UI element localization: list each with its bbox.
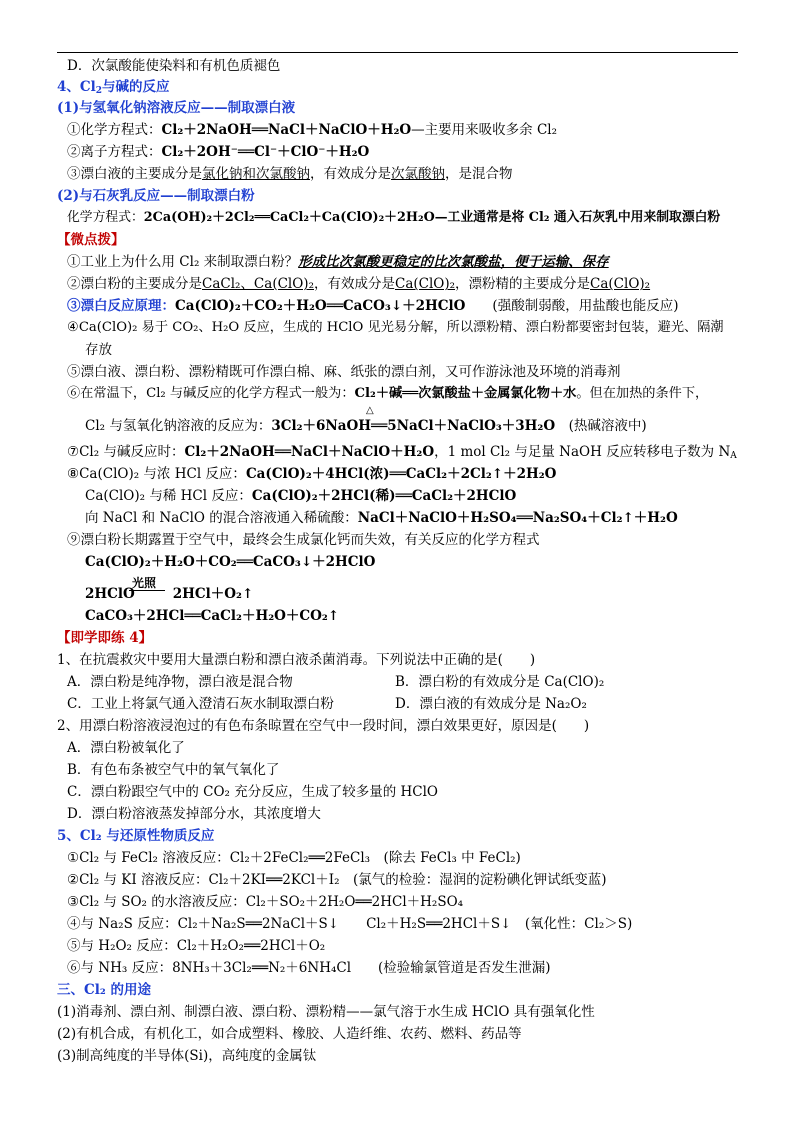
sec5-r6: ⑥与 NH₃ 反应：8NH₃＋3Cl₂══N₂＋6NH₄Cl (检验输氯管道是否发生泄漏) (67, 960, 551, 976)
q2-option-b: B．有色布条被空气中的氧气氧化了 (67, 762, 280, 778)
use-2: (2)有机合成，有机化工，如合成塑料、橡胶、人造纤维、农药、燃料、药品等 (57, 1026, 522, 1042)
sub1-title: (1)与氢氧化钠溶液反应——制取漂白液 (57, 100, 296, 116)
section-4-title-a: 4、Cl (57, 79, 96, 95)
sub1-line3-mid: ，有效成分是 (310, 166, 391, 182)
tip-6b-post: (热碱溶液中) (568, 418, 647, 434)
header-rule (57, 52, 738, 53)
tip-2 (67, 274, 650, 294)
q1-option-d: D．漂白液的有效成分是 Na₂O₂ (395, 696, 587, 712)
tip-2-u2: Ca(ClO)₂ (394, 276, 456, 292)
tip-9-eq2-a: 2HClO (85, 586, 135, 602)
tip-9-eq3: CaCO₃＋2HCl══CaCl₂＋H₂O＋CO₂↑ (85, 608, 340, 624)
tip-6b-pre: Cl₂ 与氢氧化钠溶液的反应为： (85, 418, 272, 434)
q1-option-b: B．漂白粉的有效成分是 Ca(ClO)₂ (395, 674, 605, 690)
section-3-title: 三、Cl₂ 的用途 (57, 982, 151, 998)
tip-3 (67, 296, 678, 316)
tip-3-label: ③漂白反应原理： (67, 298, 175, 314)
section-5-title: 5、Cl₂ 与还原性物质反应 (57, 828, 215, 844)
sec5-r2: ②Cl₂ 与 KI 溶液反应：Cl₂＋2KI══2KCl＋I₂ (氯气的检验：湿润的淀粉碘化钾试纸变蓝) (67, 872, 607, 888)
sub1-line1-eq: Cl₂＋2NaOH══NaCl＋NaClO＋H₂O (161, 122, 412, 138)
prev-option-d: D．次氯酸能使染料和有机色质褪色 (67, 58, 281, 74)
tip-8a-pre: ⑧Ca(ClO)₂ 与浓 HCl 反应： (67, 466, 246, 482)
sec5-r3: ③Cl₂ 与 SO₂ 的水溶液反应：Cl₂＋SO₂＋2H₂O══2HCl＋H₂SO₄ (67, 894, 464, 910)
sub1-line1-pre: ①化学方程式： (67, 122, 162, 138)
sec5-r5: ⑤与 H₂O₂ 反应：Cl₂＋H₂O₂══2HCl＋O₂ (67, 938, 326, 954)
tip-6 (67, 384, 708, 404)
section-4-title-b: 与碱的反应 (102, 79, 170, 95)
tip-7-sub: A (730, 451, 737, 461)
tip-3-eq: Ca(ClO)₂＋CO₂＋H₂O══CaCO₃↓＋2HClO (175, 298, 466, 314)
tip-9-eq2 (85, 584, 253, 604)
q1-option-a: A．漂白粉是纯净物，漂白液是混合物 (67, 674, 293, 690)
sub1-line3-post: ，是混合物 (445, 166, 513, 182)
tip-8a-eq: Ca(ClO)₂＋4HCl(浓)══CaCl₂＋2Cl₂↑＋2H₂O (245, 466, 557, 482)
use-1: (1)消毒剂、漂白剂、制漂白液、漂白粉、漂粉精——氯气溶于水生成 HClO 具有强氧化性 (57, 1004, 595, 1020)
tip-5: ⑤漂白液、漂白粉、漂粉精既可作漂白棉、麻、纸张的漂白剂，又可作游泳池及环境的消毒剂 (67, 364, 621, 380)
sub1-line1-post: —主要用来吸收多余 Cl₂ (411, 122, 558, 138)
tip-8c (85, 508, 678, 528)
tip-9-eq1: Ca(ClO)₂＋H₂O＋CO₂══CaCO₃↓＋2HClO (85, 554, 376, 570)
tip-1 (67, 252, 609, 272)
sub1-line3 (67, 164, 513, 184)
tip-1-pre: ①工业上为什么用 Cl₂ 来制取漂白粉？ (67, 254, 299, 270)
sec5-r4: ④与 Na₂S 反应：Cl₂＋Na₂S══2NaCl＋S↓ Cl₂＋H₂S══2HCl＋S↓ (氧化性：Cl₂＞S) (67, 916, 633, 932)
tip-8b (85, 486, 516, 506)
q2-stem: 2、用漂白粉溶液浸泡过的有色布条晾置在空气中一段时间，漂白效果更好，原因是( ) (57, 718, 590, 734)
tip-6b-eq: 3Cl₂＋6NaOH══5NaCl＋NaClO₃＋3H₂O (271, 418, 556, 434)
tip-6b (85, 416, 647, 436)
tip-9-eq2-b: 2HCl＋O₂↑ (172, 586, 254, 602)
tip-2-pre: ②漂白粉的主要成分是 (67, 276, 202, 292)
heat-symbol: △ (366, 405, 374, 416)
tip-8c-eq: NaCl＋NaClO＋H₂SO₄══Na₂SO₄＋Cl₂↑＋H₂O (357, 510, 678, 526)
tip-4a: ④Ca(ClO)₂ 易于 CO₂、H₂O 反应，生成的 HClO 见光易分解，所以漂粉精、漂白粉都要密封包装，避光、隔潮 (67, 320, 724, 335)
tip-6-pre: ⑥在常温下，Cl₂ 与碱反应的化学方程式一般为： (67, 386, 355, 401)
sec5-r1: ①Cl₂ 与 FeCl₂ 溶液反应：Cl₂＋2FeCl₂══2FeCl₃ (除去 FeCl₃ 中 FeCl₂) (67, 850, 521, 866)
tip-8b-pre: Ca(ClO)₂ 与稀 HCl 反应： (85, 488, 252, 504)
tip-1-ans: 形成比次氯酸更稳定的比次氯酸盐，便于运输、保存 (298, 254, 609, 270)
tip-3-note: (强酸制弱酸，用盐酸也能反应) (492, 298, 679, 314)
tip-2-u1: CaCl₂、Ca(ClO)₂ (202, 276, 314, 292)
q1-option-c: C．工业上将氯气通入澄清石灰水制取漂白粉 (67, 696, 334, 712)
tip-7-eq: Cl₂＋2NaOH══NaCl＋NaClO＋H₂O (184, 444, 435, 460)
tip-2-u3: Ca(ClO)₂ (590, 276, 651, 292)
tip-8b-eq: Ca(ClO)₂＋2HCl(稀)══CaCl₂＋2HClO (251, 488, 517, 504)
sub1-line2 (67, 142, 369, 162)
q1-stem: 1、在抗震救灾中要用大量漂白粉和漂白液杀菌消毒。下列说法中正确的是( ) (57, 652, 536, 668)
q2-option-d: D．漂白粉溶液蒸发掉部分水，其浓度增大 (67, 806, 321, 822)
sub2-eq: 2Ca(OH)₂＋2Cl₂══CaCl₂＋Ca(ClO)₂＋2H₂O (143, 210, 435, 225)
tip-2-mid2: ，漂粉精的主要成分是 (455, 276, 591, 292)
tip-6-post: 。但在加热的条件下， (576, 386, 709, 401)
tip-8c-pre: 向 NaCl 和 NaClO 的混合溶液通入稀硫酸： (85, 510, 358, 526)
tip-9: ⑨漂白粉长期露置于空气中，最终会生成氯化钙而失效，有关反应的化学方程式 (67, 532, 540, 548)
tip-7-post: ，1 mol Cl₂ 与足量 NaOH 反应转移电子数为 N (434, 444, 731, 460)
tips-title: 【微点拨】 (57, 232, 125, 248)
use-3: (3)制高纯度的半导体(Si)，高纯度的金属钛 (57, 1048, 317, 1064)
sub2-line (67, 208, 720, 228)
sub1-line2-eq: Cl₂＋2OH⁻══Cl⁻＋ClO⁻＋H₂O (161, 144, 370, 160)
sub2-post: —工业通常是将 Cl₂ 通入石灰乳中用来制取漂白粉 (434, 210, 721, 225)
q2-option-c: C．漂白粉跟空气中的 CO₂ 充分反应，生成了较多量的 HClO (67, 784, 438, 800)
tip-4b: 存放 (85, 342, 112, 358)
sub2-pre: 化学方程式： (67, 210, 144, 225)
sub1-line1 (67, 120, 557, 140)
tip-7 (67, 442, 737, 462)
practice-title: 【即学即练 4】 (57, 630, 153, 646)
sub1-line3-pre: ③漂白液的主要成分是 (67, 166, 202, 182)
tip-6-eq: Cl₂＋碱══次氯酸盐＋金属氯化物＋水 (354, 386, 577, 401)
section-4-title: 4、$Cl_2$与碱的反应 (57, 79, 170, 96)
tip-8a (67, 464, 556, 484)
light-condition: 光照 (132, 576, 157, 590)
sub1-line3-u2: 次氯酸钠 (391, 166, 445, 182)
tip-7-pre: ⑦Cl₂ 与碱反应时： (67, 444, 185, 460)
sub1-line3-u1: 氯化钠和次氯酸钠 (202, 166, 310, 182)
sub2-title: (2)与石灰乳反应——制取漂白粉 (57, 188, 255, 204)
q2-option-a: A．漂白粉被氧化了 (67, 740, 185, 756)
tip-2-mid: ，有效成分是 (313, 276, 395, 292)
sub1-line2-pre: ②离子方程式： (67, 144, 162, 160)
